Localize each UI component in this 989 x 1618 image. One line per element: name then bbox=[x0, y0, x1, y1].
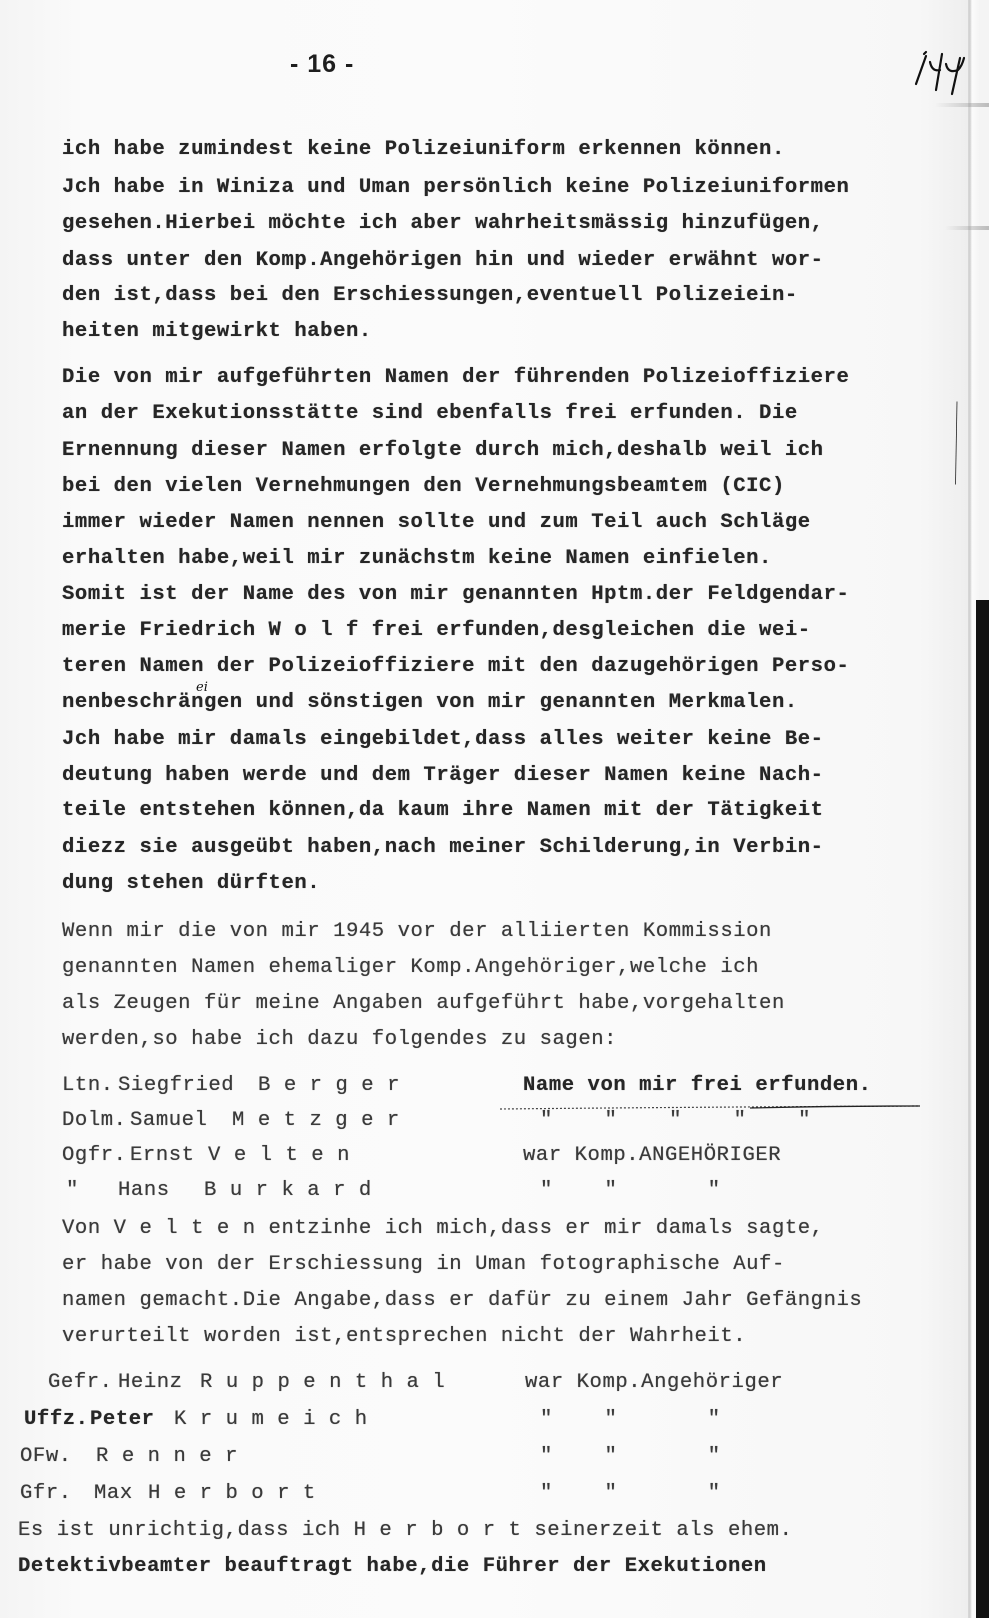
witness-rank: Dolm. bbox=[62, 1109, 127, 1132]
witness-first-name: Max bbox=[94, 1482, 133, 1505]
witness-last-name: V e l t e n bbox=[208, 1144, 350, 1167]
witness-status: " " " bbox=[540, 1179, 721, 1202]
text-line: genannten Namen ehemaliger Komp.Angehöriger,welche ich bbox=[62, 956, 760, 979]
text-line: Jch habe mir damals eingebildet,dass alles weiter keine Be- bbox=[62, 728, 824, 751]
witness-status: war Komp.Angehöriger bbox=[525, 1371, 784, 1394]
witness-last-name: R e n n e r bbox=[96, 1445, 238, 1468]
text-line: den ist,dass bei den Erschiessungen,eventuell Polizeiein- bbox=[62, 284, 798, 307]
page-number: - 16 - bbox=[290, 50, 355, 78]
text-line: als Zeugen für meine Angaben aufgeführt habe,vorgehalten bbox=[62, 992, 785, 1015]
scan-edge bbox=[968, 0, 989, 1618]
witness-rank: Ogfr. bbox=[62, 1144, 127, 1167]
text-line: Von V e l t e n entzinhe ich mich,dass er mir damals sagte, bbox=[62, 1217, 824, 1240]
witness-last-name: M e t z g e r bbox=[232, 1109, 400, 1132]
witness-last-name: K r u m e i c h bbox=[174, 1408, 368, 1431]
text-line: verurteilt worden ist,entsprechen nicht der Wahrheit. bbox=[62, 1325, 747, 1348]
witness-first-name: Peter bbox=[90, 1408, 155, 1431]
handwritten-144-glyph bbox=[912, 48, 972, 96]
witness-rank: OFw. bbox=[20, 1445, 72, 1468]
text-line: bei den vielen Vernehmungen den Vernehmungsbeamtem (CIC) bbox=[62, 475, 785, 498]
witness-status: " " " bbox=[540, 1482, 721, 1505]
text-line: ich habe zumindest keine Polizeiuniform erkennen können. bbox=[62, 138, 785, 161]
text-line: Somit ist der Name des von mir genannten Hptm.der Feldgendar- bbox=[62, 583, 850, 606]
text-line: dass unter den Komp.Angehörigen hin und wieder erwähnt wor- bbox=[62, 249, 824, 272]
text-line: teile entstehen können,da kaum ihre Namen mit der Tätigkeit bbox=[62, 799, 824, 822]
text-line: erhalten habe,weil mir zunächstm keine Namen einfielen. bbox=[62, 547, 772, 570]
witness-last-name: H e r b o r t bbox=[148, 1482, 316, 1505]
witness-first-name: Hans bbox=[118, 1179, 170, 1202]
witness-status: Name von mir frei erfunden. bbox=[523, 1074, 872, 1097]
handwritten-folio-number bbox=[912, 48, 972, 96]
text-line: dung stehen dürften. bbox=[62, 872, 321, 895]
witness-status: " " " " " bbox=[540, 1109, 812, 1132]
text-line: Wenn mir die von mir 1945 vor der alliierten Kommission bbox=[62, 920, 772, 943]
margin-mark-line bbox=[955, 358, 958, 528]
text-line: diezz sie ausgeübt haben,nach meiner Schilderung,in Verbin- bbox=[62, 836, 824, 859]
text-line: deutung haben werde und dem Träger dieser Namen keine Nach- bbox=[62, 764, 824, 787]
text-line: Die von mir aufgeführten Namen der führenden Polizeioffiziere bbox=[62, 366, 850, 389]
text-line: Ernennung dieser Namen erfolgte durch mich,deshalb weil ich bbox=[62, 439, 824, 462]
text-line: Jch habe in Winiza und Uman persönlich keine Polizeiuniformen bbox=[62, 176, 850, 199]
text-line: er habe von der Erschiessung in Uman fotographische Auf- bbox=[62, 1253, 785, 1276]
witness-status: " " " bbox=[540, 1445, 721, 1468]
text-line: immer wieder Namen nennen sollte und zum Teil auch Schläge bbox=[62, 511, 811, 534]
witness-first-name: Heinz bbox=[118, 1371, 183, 1394]
witness-last-name: R u p p e n t h a l bbox=[200, 1371, 446, 1394]
text-line: werden,so habe ich dazu folgendes zu sagen: bbox=[62, 1028, 618, 1051]
scan-smudge bbox=[945, 226, 989, 230]
witness-rank: Ltn. bbox=[62, 1074, 114, 1097]
text-line: gesehen.Hierbei möchte ich aber wahrheitsmässig hinzufügen, bbox=[62, 212, 824, 235]
text-line: teren Namen der Polizeioffiziere mit den dazugehörigen Perso- bbox=[62, 655, 850, 678]
witness-status: war Komp.ANGEHÖRIGER bbox=[523, 1144, 782, 1167]
text-line: Es ist unrichtig,dass ich H e r b o r t seinerzeit als ehem. bbox=[18, 1519, 793, 1542]
witness-rank: Gefr. bbox=[48, 1371, 113, 1394]
witness-last-name: B e r g e r bbox=[258, 1074, 400, 1097]
text-line: an der Exekutionsstätte sind ebenfalls frei erfunden. Die bbox=[62, 402, 798, 425]
witness-rank: " bbox=[66, 1179, 79, 1202]
witness-first-name: Samuel bbox=[130, 1109, 208, 1132]
text-line: nenbeschrängen und sönstigen von mir genannten Merkmalen. bbox=[62, 691, 798, 714]
text-line: Detektivbeamter beauftragt habe,die Führer der Exekutionen bbox=[18, 1555, 767, 1578]
text-line: heiten mitgewirkt haben. bbox=[62, 320, 372, 343]
witness-last-name: B u r k a r d bbox=[204, 1179, 372, 1202]
underline-stroke bbox=[500, 1105, 920, 1111]
text-line: namen gemacht.Die Angabe,dass er dafür zu einem Jahr Gefängnis bbox=[62, 1289, 863, 1312]
handwritten-correction: ei bbox=[196, 680, 208, 695]
witness-status: " " " bbox=[540, 1408, 721, 1431]
text-line: merie Friedrich W o l f frei erfunden,desgleichen die wei- bbox=[62, 619, 811, 642]
witness-rank: Gfr. bbox=[20, 1482, 72, 1505]
scan-edge-shadow bbox=[976, 600, 989, 1618]
scan-smudge bbox=[935, 103, 989, 107]
witness-first-name: Siegfried bbox=[118, 1074, 235, 1097]
witness-first-name: Ernst bbox=[130, 1144, 195, 1167]
witness-rank: Uffz. bbox=[24, 1408, 89, 1431]
